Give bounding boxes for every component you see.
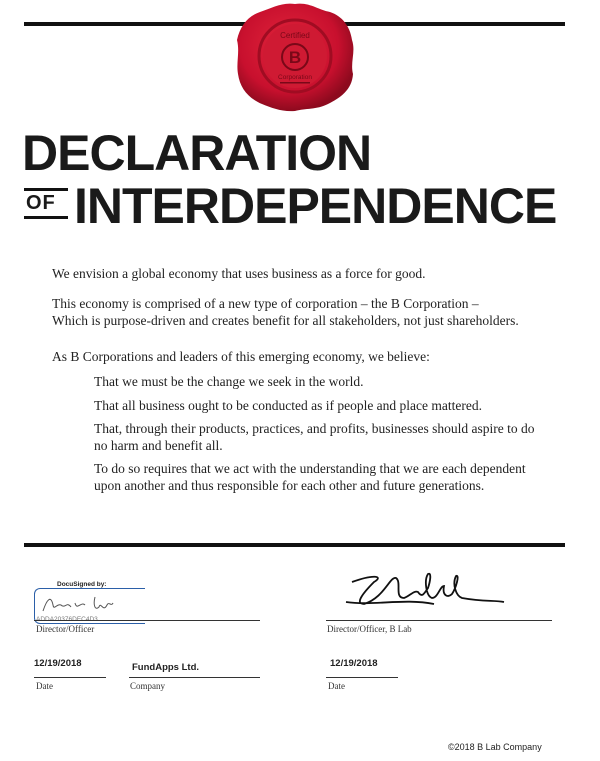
- left-date-label: Date: [36, 681, 53, 691]
- seal-b-letter: B: [288, 48, 302, 67]
- company-value: FundApps Ltd.: [132, 662, 200, 673]
- middle-rule: [24, 543, 565, 547]
- docusigned-by-label: DocuSigned by:: [57, 581, 107, 588]
- left-signature-scribble: [39, 591, 139, 617]
- left-role-label: Director/Officer: [36, 624, 95, 634]
- economy-paragraph-line1: This economy is comprised of a new type of corporation – the B Corporation –: [52, 296, 479, 311]
- right-date-value: 12/19/2018: [330, 658, 378, 669]
- belief-item: To do so requires that we act with the understanding that we are each dependent upon another and thus responsible for each other and future generations.: [94, 461, 526, 493]
- company-label: Company: [130, 681, 165, 691]
- right-signature-line: [326, 620, 552, 621]
- right-date-label: Date: [328, 681, 345, 691]
- right-signature-scribble: [344, 568, 514, 618]
- of-bottom-bar: [24, 216, 68, 219]
- left-date-line: [34, 677, 106, 678]
- belief-item: That we must be the change we seek in the world.: [94, 374, 364, 389]
- copyright-footer: ©2018 B Lab Company: [448, 742, 542, 752]
- of-top-bar: [24, 188, 68, 191]
- title-of: OF: [26, 192, 56, 214]
- economy-paragraph-line2: Which is purpose-driven and creates benefit for all stakeholders, not just shareholders.: [52, 313, 519, 328]
- belief-item: That, through their products, practices, and profits, businesses should aspire to do no harm and benefit all.: [94, 421, 535, 453]
- vision-paragraph: We envision a global economy that uses business as a force for good.: [52, 266, 426, 281]
- seal-corporation-text: Corporation: [278, 74, 312, 81]
- b-corp-seal: [232, 0, 358, 114]
- right-date-line: [326, 677, 398, 678]
- left-signature-line: [34, 620, 260, 621]
- belief-intro: As B Corporations and leaders of this emerging economy, we believe:: [52, 349, 430, 364]
- title-declaration: DECLARATION: [22, 125, 372, 181]
- left-date-value: 12/19/2018: [34, 658, 82, 669]
- belief-item: That all business ought to be conducted as if people and place mattered.: [94, 398, 482, 413]
- seal-certified-text: Certified: [280, 31, 310, 40]
- right-role-label: Director/Officer, B Lab: [327, 624, 412, 634]
- title-interdependence: INTERDEPENDENCE: [74, 178, 557, 234]
- company-line: [129, 677, 260, 678]
